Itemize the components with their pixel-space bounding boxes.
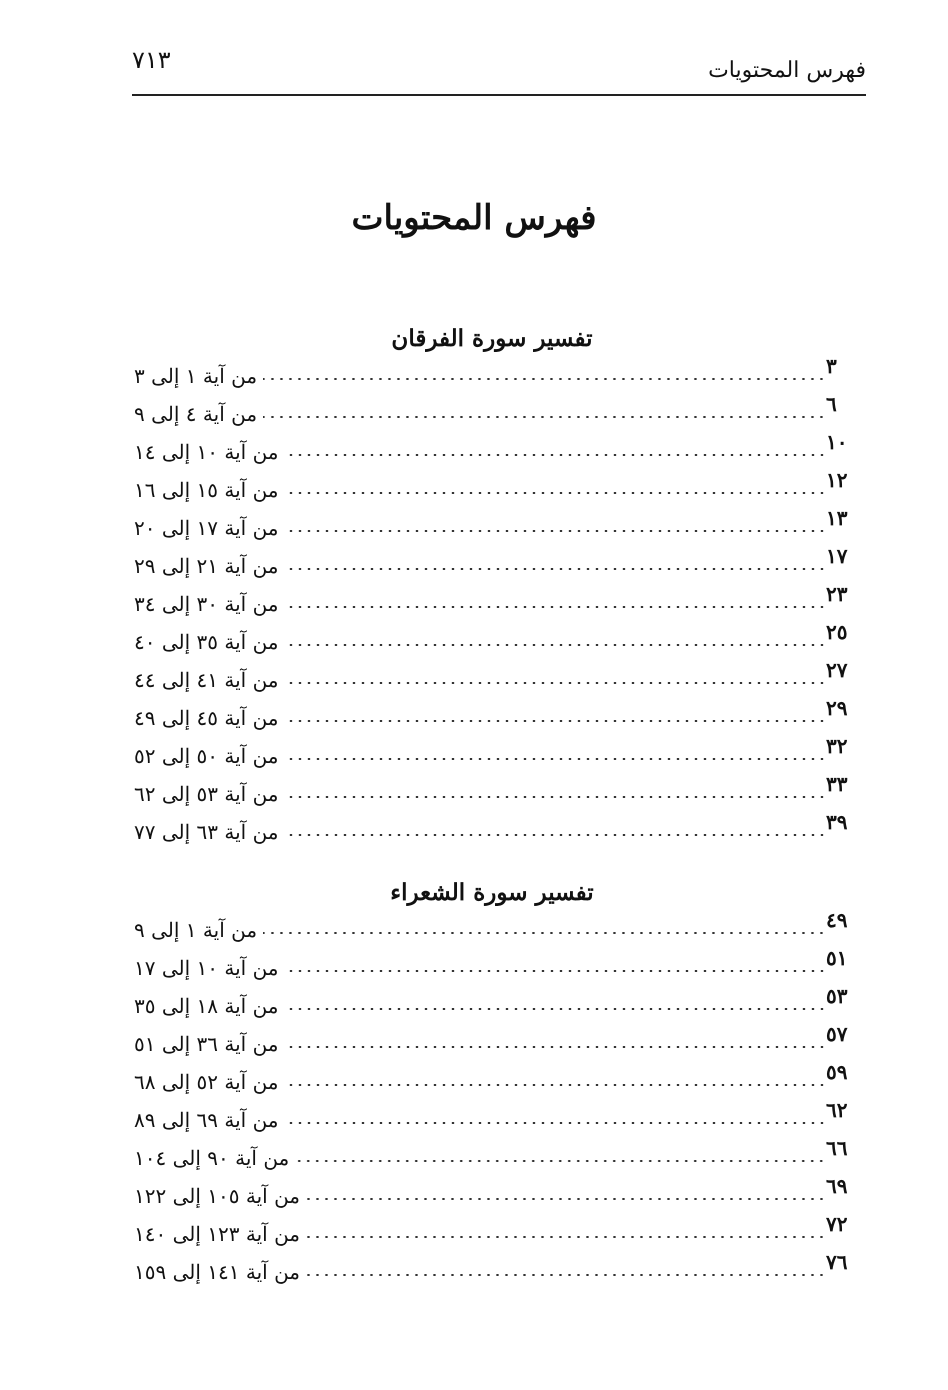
toc-entry [120, 1138, 864, 1176]
toc-entry-label: من آية ٦٣ إلى ٧٧ [134, 820, 279, 844]
dot-leader [263, 932, 826, 934]
toc-entry-page-number: ٤٩ [826, 908, 848, 932]
toc-entry [120, 948, 864, 986]
toc-entry-page-number: ٣ [826, 354, 837, 378]
toc-entry-label: من آية ٤٥ إلى ٤٩ [134, 706, 279, 730]
toc-entry-label: من آية ٥٠ إلى ٥٢ [134, 744, 279, 768]
toc-section-furqan [120, 322, 864, 850]
toc-entry-page-number: ٣٩ [826, 810, 848, 834]
toc-entry-page-number: ٦٦ [826, 1136, 848, 1160]
toc-entry-label: من آية ٥٣ إلى ٦٢ [134, 782, 279, 806]
dot-leader [306, 1274, 826, 1276]
toc-entry-label: من آية ١٥ إلى ١٦ [134, 478, 279, 502]
toc-entry-page-number: ١٧ [826, 544, 848, 568]
toc-entry [120, 584, 864, 622]
toc-entry [120, 546, 864, 584]
toc-entry-page-number: ٢٩ [826, 696, 848, 720]
toc-entry-page-number: ٧٢ [826, 1212, 848, 1236]
toc-entry-label: من آية ٢١ إلى ٢٩ [134, 554, 279, 578]
toc-entry-label: من آية ٥٢ إلى ٦٨ [134, 1070, 279, 1094]
dot-leader [285, 492, 826, 494]
dot-leader [285, 720, 826, 722]
dot-leader [285, 530, 826, 532]
toc-entry-page-number: ٧٦ [826, 1250, 848, 1274]
toc-entry-page-number: ٢٧ [826, 658, 848, 682]
toc-entry [120, 736, 864, 774]
toc-entry-page-number: ٣٣ [826, 772, 848, 796]
toc-entry-page-number: ٥٧ [826, 1022, 848, 1046]
toc-entry-page-number: ٦٢ [826, 1098, 848, 1122]
toc-entry-page-number: ٥٣ [826, 984, 848, 1008]
dot-leader [295, 1160, 826, 1162]
toc-entry-label: من آية ١٠٥ إلى ١٢٢ [134, 1184, 301, 1208]
toc-entry-label: من آية ٣٥ إلى ٤٠ [134, 630, 279, 654]
toc-entry [120, 1024, 864, 1062]
toc-entry [120, 356, 864, 394]
section-title: تفسير سورة الشعراء [390, 879, 594, 906]
dot-leader [306, 1198, 826, 1200]
toc-entry-label: من آية ١ إلى ٩ [134, 918, 258, 942]
toc-entry-page-number: ٢٣ [826, 582, 848, 606]
dot-leader [285, 834, 826, 836]
running-title: فهرس المحتويات [708, 58, 866, 83]
toc-entry [120, 394, 864, 432]
toc-entry [120, 1176, 864, 1214]
toc-entries [120, 356, 864, 850]
toc-entry-page-number: ١٠ [826, 430, 848, 454]
toc-entry [120, 432, 864, 470]
toc-entry [120, 1100, 864, 1138]
toc-entry [120, 986, 864, 1024]
toc-entry-label: من آية ١٠ إلى ١٤ [134, 440, 279, 464]
toc-entry [120, 698, 864, 736]
section-title: تفسير سورة الفرقان [391, 325, 593, 352]
toc-entry [120, 622, 864, 660]
toc-entry [120, 508, 864, 546]
toc-entry-page-number: ٦٩ [826, 1174, 848, 1198]
toc-entry-label: من آية ١٢٣ إلى ١٤٠ [134, 1222, 301, 1246]
toc-entry [120, 774, 864, 812]
toc-section-shuara [120, 876, 864, 1290]
toc-entry-label: من آية ٤١ إلى ٤٤ [134, 668, 279, 692]
dot-leader [263, 378, 826, 380]
dot-leader [285, 1046, 826, 1048]
toc-entry-page-number: ٢٥ [826, 620, 848, 644]
toc-entry-label: من آية ١٨ إلى ٣٥ [134, 994, 279, 1018]
dot-leader [306, 1236, 826, 1238]
dot-leader [285, 1084, 826, 1086]
toc-entry [120, 1252, 864, 1290]
toc-entry-page-number: ٣٢ [826, 734, 848, 758]
toc-entry [120, 660, 864, 698]
dot-leader [285, 970, 826, 972]
page-number: ٧١٣ [132, 46, 171, 74]
toc-entry-label: من آية ٤ إلى ٩ [134, 402, 258, 426]
toc-entry-label: من آية ٣٠ إلى ٣٤ [134, 592, 279, 616]
toc-entry-page-number: ١٢ [826, 468, 848, 492]
toc-entry [120, 1062, 864, 1100]
dot-leader [285, 568, 826, 570]
dot-leader [263, 416, 826, 418]
toc-entry-page-number: ٦ [826, 392, 837, 416]
toc-entry-label: من آية ١٠ إلى ١٧ [134, 956, 279, 980]
toc-entry-label: من آية ٣٦ إلى ٥١ [134, 1032, 279, 1056]
dot-leader [285, 644, 826, 646]
page-title: فهرس المحتويات [351, 198, 597, 238]
running-header [132, 44, 866, 96]
toc-entry-label: من آية ١٧ إلى ٢٠ [134, 516, 279, 540]
toc-entry-label: من آية ١ إلى ٣ [134, 364, 258, 388]
dot-leader [285, 454, 826, 456]
dot-leader [285, 606, 826, 608]
dot-leader [285, 1008, 826, 1010]
dot-leader [285, 758, 826, 760]
toc-entry-label: من آية ٦٩ إلى ٨٩ [134, 1108, 279, 1132]
toc-entry [120, 470, 864, 508]
toc-entry-page-number: ١٣ [826, 506, 848, 530]
toc-entry [120, 812, 864, 850]
toc-entry-page-number: ٥٩ [826, 1060, 848, 1084]
toc-entry [120, 910, 864, 948]
toc-entries [120, 910, 864, 1290]
dot-leader [285, 1122, 826, 1124]
toc-entry-page-number: ٥١ [826, 946, 848, 970]
toc-entry-label: من آية ١٤١ إلى ١٥٩ [134, 1260, 301, 1284]
dot-leader [285, 682, 826, 684]
toc-entry-label: من آية ٩٠ إلى ١٠٤ [134, 1146, 290, 1170]
toc-entry [120, 1214, 864, 1252]
dot-leader [285, 796, 826, 798]
